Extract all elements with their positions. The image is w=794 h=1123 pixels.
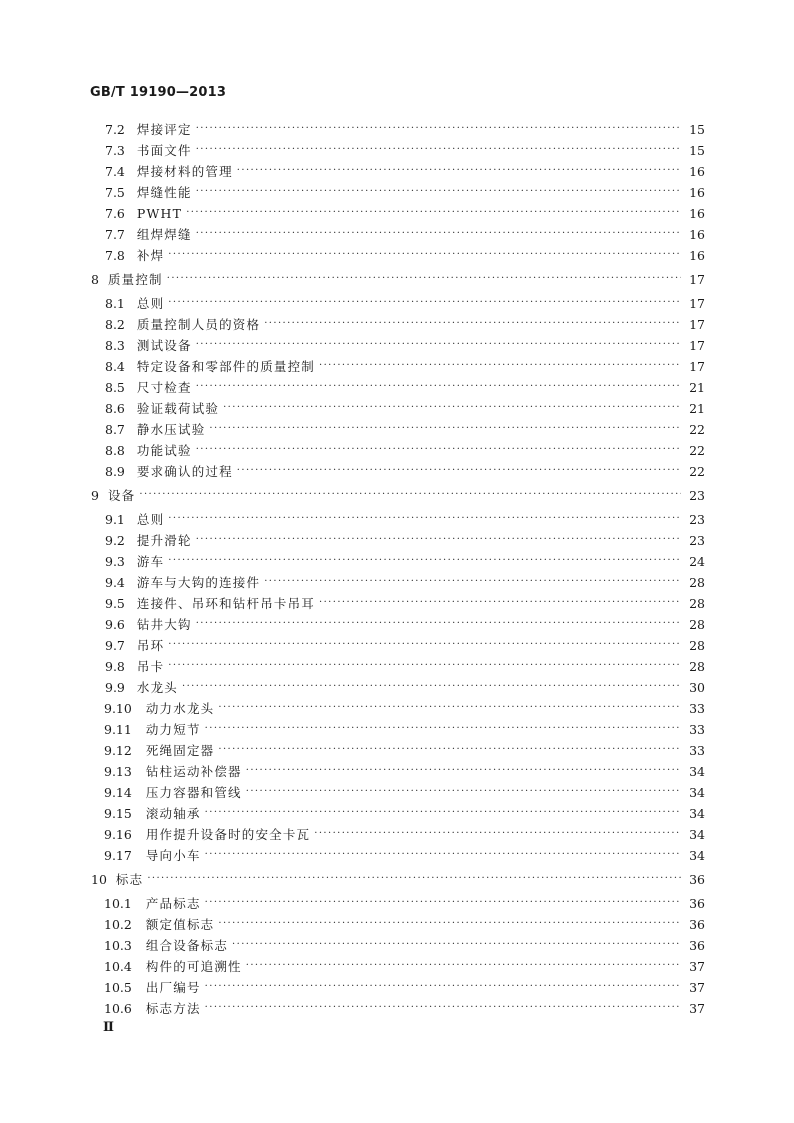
toc-entry-page: 23	[689, 512, 705, 527]
toc-entry-title: 游车	[136, 554, 165, 569]
toc-entry-page: 33	[689, 701, 705, 716]
page-number: Ⅱ	[103, 1020, 114, 1035]
standard-code-header: GB/T 19190—2013	[90, 85, 227, 100]
toc-entry[interactable]	[105, 655, 705, 675]
toc-entry[interactable]	[105, 571, 705, 591]
toc-entry-title: 要求确认的过程	[136, 464, 233, 479]
toc-leader-dots	[196, 617, 681, 633]
toc-entry-number: 9.16	[104, 827, 132, 842]
toc-entry-page: 28	[689, 617, 705, 632]
toc-entry-page: 23	[689, 488, 705, 503]
toc-entry-title: 总则	[136, 512, 165, 527]
toc-entry-title: 出厂编号	[145, 980, 201, 995]
toc-entry-page: 23	[689, 533, 705, 548]
toc-entry[interactable]	[104, 739, 705, 759]
toc-entry-number: 9.14	[104, 785, 132, 800]
toc-leader-dots	[168, 554, 681, 570]
toc-entry-number: 9.9	[105, 680, 125, 695]
toc-entry-page: 16	[689, 227, 705, 242]
toc-entry[interactable]	[105, 418, 705, 438]
toc-entry-page: 17	[689, 359, 705, 374]
toc-entry-number: 8.4	[105, 359, 125, 374]
toc-entry[interactable]	[104, 844, 705, 864]
toc-leader-dots	[205, 980, 681, 996]
toc-entry[interactable]	[105, 139, 705, 159]
toc-entry-title: 焊接评定	[136, 122, 192, 137]
toc-leader-dots	[196, 338, 681, 354]
toc-leader-dots	[246, 959, 681, 975]
toc-entry-page: 34	[689, 848, 705, 863]
toc-entry[interactable]	[104, 781, 705, 801]
toc-entry[interactable]	[104, 997, 705, 1017]
toc-entry-number: 9.11	[104, 722, 132, 737]
toc-entry-title: 功能试验	[136, 443, 192, 458]
toc-entry-page: 37	[689, 959, 705, 974]
toc-leader-dots	[218, 701, 681, 717]
toc-entry-title: 总则	[136, 296, 165, 311]
toc-entry[interactable]	[105, 439, 705, 459]
toc-leader-dots	[232, 938, 681, 954]
toc-entry[interactable]	[104, 718, 705, 738]
toc-entry[interactable]	[105, 292, 705, 312]
toc-entry-title: 连接件、吊环和钻杆吊卡吊耳	[136, 596, 315, 611]
toc-entry[interactable]	[104, 697, 705, 717]
toc-entry-page: 30	[689, 680, 705, 695]
toc-entry-title: 标志	[115, 872, 144, 887]
toc-entry-number: 8.6	[105, 401, 125, 416]
toc-entry-title: PWHT	[136, 206, 183, 221]
toc-leader-dots	[209, 422, 681, 438]
toc-leader-dots	[139, 488, 681, 504]
toc-leader-dots	[168, 659, 681, 675]
toc-leader-dots	[223, 401, 681, 417]
toc-leader-dots	[205, 848, 681, 864]
toc-entry-number: 7.5	[105, 185, 125, 200]
toc-leader-dots	[196, 185, 681, 201]
toc-entry-title: 特定设备和零部件的质量控制	[136, 359, 315, 374]
toc-entry[interactable]	[105, 397, 705, 417]
toc-entry-number: 10.2	[104, 917, 132, 932]
toc-entry-number: 8.2	[105, 317, 125, 332]
toc-entry-title: 压力容器和管线	[145, 785, 242, 800]
toc-entry-number: 10.6	[104, 1001, 132, 1016]
toc-entry-page: 16	[689, 206, 705, 221]
toc-entry-number: 9.12	[104, 743, 132, 758]
toc-entry-number: 9.15	[104, 806, 132, 821]
toc-entry-title: 质量控制	[107, 272, 163, 287]
toc-entry-page: 16	[689, 164, 705, 179]
toc-entry-number: 7.8	[105, 248, 125, 263]
toc-entry-number: 9.2	[105, 533, 125, 548]
toc-entry-number: 10.4	[104, 959, 132, 974]
toc-entry[interactable]	[105, 181, 705, 201]
toc-leader-dots	[237, 464, 681, 480]
toc-entry-title: 动力短节	[145, 722, 201, 737]
toc-entry-number: 9	[91, 488, 99, 503]
toc-entry-title: 额定值标志	[145, 917, 215, 932]
toc-entry-page: 17	[689, 338, 705, 353]
toc-entry-page: 37	[689, 1001, 705, 1016]
toc-leader-dots	[167, 272, 681, 288]
toc-entry[interactable]	[105, 160, 705, 180]
toc-entry[interactable]	[104, 823, 705, 843]
toc-entry[interactable]	[104, 955, 705, 975]
toc-leader-dots	[319, 596, 681, 612]
toc-leader-dots	[264, 317, 681, 333]
toc-entry-number: 8.3	[105, 338, 125, 353]
toc-leader-dots	[319, 359, 681, 375]
toc-entry[interactable]	[105, 334, 705, 354]
toc-entry[interactable]	[105, 529, 705, 549]
toc-leader-dots	[168, 638, 681, 654]
toc-entry-title: 组合设备标志	[145, 938, 229, 953]
toc-entry-number: 8.8	[105, 443, 125, 458]
toc-entry-title: 补焊	[136, 248, 165, 263]
toc-entry-page: 36	[689, 917, 705, 932]
toc-entry-title: 构件的可追溯性	[145, 959, 242, 974]
toc-entry-title: 死绳固定器	[145, 743, 215, 758]
toc-entry-number: 8.9	[105, 464, 125, 479]
toc-entry-page: 28	[689, 575, 705, 590]
toc-entry-title: 设备	[107, 488, 136, 503]
toc-entry-page: 34	[689, 785, 705, 800]
toc-leader-dots	[196, 227, 681, 243]
toc-entry[interactable]	[91, 484, 705, 504]
toc-leader-dots	[205, 806, 681, 822]
toc-entry-number: 8.7	[105, 422, 125, 437]
toc-entry-number: 9.6	[105, 617, 125, 632]
toc-leader-dots	[205, 896, 681, 912]
toc-entry[interactable]	[105, 460, 705, 480]
toc-entry-title: 吊环	[136, 638, 165, 653]
toc-entry-number: 9.7	[105, 638, 125, 653]
toc-leader-dots	[196, 143, 681, 159]
toc-entry-number: 9.4	[105, 575, 125, 590]
toc-entry-title: 用作提升设备时的安全卡瓦	[145, 827, 311, 842]
toc-entry-page: 16	[689, 185, 705, 200]
toc-leader-dots	[196, 380, 681, 396]
toc-entry[interactable]	[104, 802, 705, 822]
toc-entry[interactable]	[104, 760, 705, 780]
toc-entry-page: 17	[689, 296, 705, 311]
toc-entry[interactable]	[105, 118, 705, 138]
toc-entry-title: 焊接材料的管理	[136, 164, 233, 179]
toc-leader-dots	[218, 917, 681, 933]
toc-entry[interactable]	[105, 244, 705, 264]
toc-entry-page: 16	[689, 248, 705, 263]
toc-entry-title: 测试设备	[136, 338, 192, 353]
toc-entry-number: 10.3	[104, 938, 132, 953]
toc-entry-page: 36	[689, 896, 705, 911]
toc-entry-number: 7.3	[105, 143, 125, 158]
toc-entry-page: 33	[689, 722, 705, 737]
toc-entry-title: 产品标志	[145, 896, 201, 911]
toc-entry-title: 质量控制人员的资格	[136, 317, 261, 332]
toc-entry[interactable]	[105, 676, 705, 696]
toc-entry-number: 9.1	[105, 512, 125, 527]
toc-entry-page: 36	[689, 938, 705, 953]
toc-entry[interactable]	[91, 268, 705, 288]
toc-entry-number: 10.5	[104, 980, 132, 995]
toc-entry-page: 22	[689, 443, 705, 458]
toc-entry-number: 8	[91, 272, 99, 287]
toc-entry-page: 21	[689, 401, 705, 416]
toc-entry-number: 9.8	[105, 659, 125, 674]
toc-entry-number: 9.13	[104, 764, 132, 779]
toc-leader-dots	[246, 764, 681, 780]
toc-entry-number: 9.3	[105, 554, 125, 569]
toc-entry-page: 36	[689, 872, 705, 887]
toc-entry[interactable]	[104, 913, 705, 933]
toc-entry-page: 17	[689, 317, 705, 332]
toc-entry-title: 钻井大钩	[136, 617, 192, 632]
toc-entry[interactable]	[104, 934, 705, 954]
toc-entry-title: 静水压试验	[136, 422, 206, 437]
toc-leader-dots	[205, 722, 681, 738]
toc-leader-dots	[168, 248, 681, 264]
toc-entry-title: 尺寸检查	[136, 380, 192, 395]
toc-entry-number: 10	[91, 872, 107, 887]
toc-leader-dots	[205, 1001, 681, 1017]
toc-entry-page: 22	[689, 464, 705, 479]
toc-leader-dots	[314, 827, 681, 843]
toc-leader-dots	[237, 164, 681, 180]
toc-entry[interactable]	[105, 313, 705, 333]
toc-entry-title: 吊卡	[136, 659, 165, 674]
toc-leader-dots	[246, 785, 681, 801]
toc-entry-title: 提升滑轮	[136, 533, 192, 548]
toc-entry-title: 游车与大钩的连接件	[136, 575, 261, 590]
toc-entry-number: 9.10	[104, 701, 132, 716]
toc-entry[interactable]	[105, 508, 705, 528]
toc-entry-number: 9.5	[105, 596, 125, 611]
toc-entry-title: 滚动轴承	[145, 806, 201, 821]
toc-leader-dots	[218, 743, 681, 759]
toc-entry[interactable]	[91, 868, 705, 888]
toc-entry-page: 21	[689, 380, 705, 395]
toc-entry[interactable]	[105, 202, 705, 222]
toc-entry[interactable]	[105, 592, 705, 612]
toc-entry[interactable]	[105, 355, 705, 375]
toc-entry[interactable]	[105, 634, 705, 654]
toc-entry-title: 导向小车	[145, 848, 201, 863]
toc-entry-page: 33	[689, 743, 705, 758]
toc-entry-title: 水龙头	[136, 680, 178, 695]
toc-entry[interactable]	[105, 550, 705, 570]
toc-entry-page: 15	[689, 122, 705, 137]
toc-entry-number: 9.17	[104, 848, 132, 863]
toc-entry-number: 7.2	[105, 122, 125, 137]
toc-leader-dots	[182, 680, 681, 696]
toc-entry-page: 28	[689, 638, 705, 653]
toc-leader-dots	[196, 122, 681, 138]
toc-entry[interactable]	[105, 613, 705, 633]
toc-entry-page: 28	[689, 596, 705, 611]
toc-entry-title: 书面文件	[136, 143, 192, 158]
toc-entry-page: 37	[689, 980, 705, 995]
toc-entry-page: 22	[689, 422, 705, 437]
toc-entry-number: 7.4	[105, 164, 125, 179]
toc-entry-number: 8.5	[105, 380, 125, 395]
toc-leader-dots	[168, 512, 681, 528]
toc-entry-page: 17	[689, 272, 705, 287]
toc-entry[interactable]	[105, 376, 705, 396]
toc-leader-dots	[186, 206, 681, 222]
toc-leader-dots	[147, 872, 681, 888]
toc-entry-page: 28	[689, 659, 705, 674]
toc-entry-page: 34	[689, 806, 705, 821]
toc-leader-dots	[264, 575, 681, 591]
toc-entry-number: 7.6	[105, 206, 125, 221]
toc-entry[interactable]	[104, 976, 705, 996]
toc-entry-number: 10.1	[104, 896, 132, 911]
toc-entry-page: 15	[689, 143, 705, 158]
toc-entry-page: 24	[689, 554, 705, 569]
toc-entry[interactable]	[104, 892, 705, 912]
toc-entry-number: 8.1	[105, 296, 125, 311]
toc-entry-title: 焊缝性能	[136, 185, 192, 200]
toc-entry-title: 组焊焊缝	[136, 227, 192, 242]
toc-entry-title: 钻柱运动补偿器	[145, 764, 242, 779]
toc-entry[interactable]	[105, 223, 705, 243]
toc-entry-title: 动力水龙头	[145, 701, 215, 716]
toc-entry-title: 标志方法	[145, 1001, 201, 1016]
toc-entry-page: 34	[689, 827, 705, 842]
toc-entry-title: 验证载荷试验	[136, 401, 220, 416]
toc-leader-dots	[168, 296, 681, 312]
toc-entry-page: 34	[689, 764, 705, 779]
toc-entry-number: 7.7	[105, 227, 125, 242]
toc-leader-dots	[196, 533, 681, 549]
toc-leader-dots	[196, 443, 681, 459]
